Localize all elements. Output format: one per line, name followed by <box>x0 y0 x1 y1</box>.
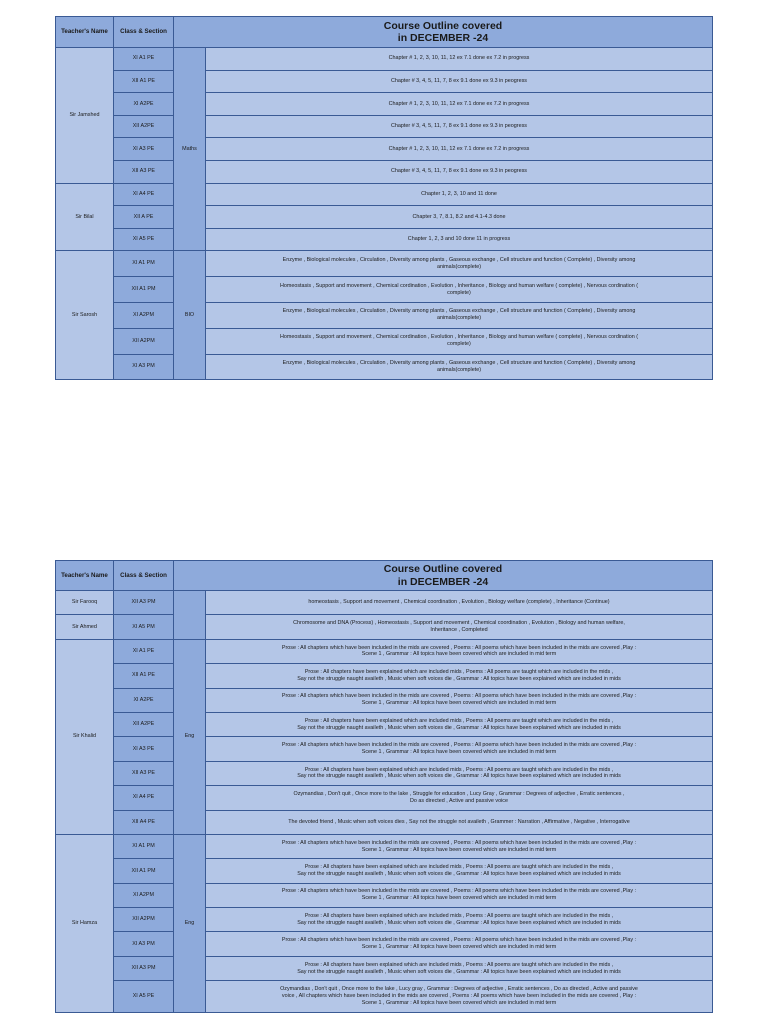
outline-cell <box>206 956 713 980</box>
outline-cell <box>206 228 713 251</box>
header-course-outline <box>174 17 713 48</box>
table-row <box>56 859 713 883</box>
class-section: XII A2PM <box>114 908 174 932</box>
teacher-name: Sir Bilal <box>56 183 114 251</box>
outline-text: Inheritance , Completed <box>430 627 488 634</box>
outline-text: animals(complete) <box>436 315 482 322</box>
class-section: XII A2PM <box>114 328 174 354</box>
outline-cell <box>206 786 713 810</box>
table-row <box>56 328 713 354</box>
outline-cell <box>206 354 713 380</box>
outline-cell <box>206 664 713 688</box>
subject-cell: Maths <box>174 48 206 251</box>
table-row <box>56 981 713 1013</box>
class-section: XI A1 PM <box>114 251 174 277</box>
table-row <box>56 228 713 251</box>
class-section: XI A3 PM <box>114 354 174 380</box>
header-class-section: Class & Section <box>114 17 174 48</box>
class-section: XII A1 PM <box>114 859 174 883</box>
outline-text: Scene 1 , Grammar : All topics have been covered which are included in mid term <box>361 846 557 853</box>
outline-text: Do as directed , Active and passive voice <box>410 797 508 804</box>
outline-text: Prose : All chapters which have been included in the mids are covered , Poems : All poems which have been included in the mids are covered ,Play : <box>281 839 637 846</box>
outline-text: Chapter # 3, 4, 5, 11, 7, 8 ex 9.1 done ex 9.3 in peogress <box>391 168 527 175</box>
outline-text: Scene 1 , Grammar : All topics have been covered which are included in mid term <box>361 700 557 707</box>
class-section: XI A4 PE <box>114 183 174 206</box>
title-line-1: Course Outline covered <box>383 19 503 32</box>
subject-cell: Eng <box>174 834 206 1012</box>
outline-text: Prose : All chapters which have been included in the mids are covered , Poems : All poems which have been included in the mids are covered ,Play : <box>281 937 637 944</box>
outline-text: Prose : All chapters which have been included in the mids are covered , Poems : All poems which have been included in the mids are covered ,Play : <box>281 742 637 749</box>
outline-cell <box>206 277 713 303</box>
course-outline-table-1 <box>55 16 713 380</box>
outline-text: Prose : All chapters have been explained which are included mids , Poems : All poems are taught which are included in the mids , <box>304 668 614 675</box>
outline-text: Scene 1 , Grammar : All topics have been covered which are included in mid term <box>361 895 557 902</box>
class-section: XI A5 PE <box>114 228 174 251</box>
outline-text: Prose : All chapters have been explained which are included mids , Poems : All poems are taught which are included in the mids , <box>304 717 614 724</box>
table-row <box>56 251 713 277</box>
table-row <box>56 639 713 663</box>
subject-cell <box>174 591 206 640</box>
outline-cell <box>206 615 713 639</box>
outline-cell <box>206 251 713 277</box>
table-row <box>56 761 713 785</box>
class-section: XII A3 PM <box>114 956 174 980</box>
outline-text: Prose : All chapters have been explained which are included mids , Poems : All poems are taught which are included in the mids , <box>304 961 614 968</box>
class-section: XII A1 PE <box>114 664 174 688</box>
class-section: XII A3 PM <box>114 591 174 615</box>
outline-text: Chapter # 3, 4, 5, 11, 7, 8 ex 9.1 done ex 9.3 in peogress <box>391 77 527 84</box>
outline-cell <box>206 883 713 907</box>
class-section: XI A4 PE <box>114 786 174 810</box>
outline-text: Scene 1 , Grammar : All topics have been covered which are included in mid term <box>361 944 557 951</box>
outline-text: Chapter # 1, 2, 3, 10, 11, 12 ex 7.1 done ex 7.2 in progress <box>388 145 530 152</box>
table-row <box>56 664 713 688</box>
table-row <box>56 277 713 303</box>
teacher-name: Sir Jamshed <box>56 48 114 184</box>
outline-text: voice , All chapters which have been included in the mids are covered , Poems : All poems which have been included in the mids are covered , Play : <box>281 993 637 1000</box>
outline-cell <box>206 639 713 663</box>
outline-text: Prose : All chapters which have been included in the mids are covered , Poems : All poems which have been included in the mids are covered ,Play : <box>281 644 637 651</box>
class-section: XII A1 PM <box>114 277 174 303</box>
table-row <box>56 115 713 138</box>
outline-text: Chromosome and DNA (Process) , Homeostasis , Support and movement , Chemical coordination , Evolution , Biology and human welfare, <box>293 620 625 627</box>
outline-text: homeostasis , Support and movement , Chemical coordination , Evolution , Biology welfare (complete) , Inheritance (Continue) <box>308 599 610 606</box>
table-row <box>56 956 713 980</box>
outline-text: Scene 1 , Grammar : All topics have been covered which are included in mid term <box>361 1000 557 1007</box>
outline-text: Homeostasis , Support and movement , Chemical cordination , Evolution , Inheritance , Biology and human welfare ( complete) , Nervous cordination ( <box>279 282 639 289</box>
outline-text: Say not the struggle naught availeth , Music when soft voices die , Grammar : All topics have been explained which are included in mids <box>297 968 621 975</box>
class-section: XII A2PE <box>114 115 174 138</box>
outline-cell <box>206 302 713 328</box>
outline-text: Chapter 1, 2, 3, 10 and 11 done <box>421 190 497 197</box>
table-row <box>56 93 713 116</box>
class-section: XI A3 PE <box>114 737 174 761</box>
outline-cell <box>206 834 713 858</box>
outline-text: Say not the struggle naught availeth , Music when soft voices die , Grammar : All topics have been explained which are included in mids <box>297 675 621 682</box>
outline-text: Enzyme , Biological molecules , Circulation , Diversity among plants , Gaseous exchange , Cell structure and function ( Complete) , Diversity among <box>282 256 636 263</box>
table-row <box>56 932 713 956</box>
table-row <box>56 206 713 229</box>
class-section: XI A3 PM <box>114 932 174 956</box>
class-section: XI A1 PM <box>114 834 174 858</box>
outline-text: Chapter # 1, 2, 3, 10, 11, 12 ex 7.1 done ex 7.2 in progress <box>388 55 530 62</box>
class-section: XI A2PE <box>114 93 174 116</box>
header-teacher-name: Teacher's Name <box>56 561 114 591</box>
header-teacher-name: Teacher's Name <box>56 17 114 48</box>
outline-cell <box>206 48 713 71</box>
outline-text: Prose : All chapters have been explained which are included mids , Poems : All poems are taught which are included in the mids , <box>304 864 614 871</box>
outline-text: complete) <box>447 289 471 296</box>
outline-cell <box>206 688 713 712</box>
outline-text: Chapter # 3, 4, 5, 11, 7, 8 ex 9.1 done ex 9.3 in peogress <box>391 123 527 130</box>
outline-cell <box>206 93 713 116</box>
outline-text: complete) <box>447 341 471 348</box>
subject-cell: Eng <box>174 639 206 834</box>
outline-text: animals(complete) <box>436 263 482 270</box>
table-row <box>56 48 713 71</box>
class-section: XII A PE <box>114 206 174 229</box>
outline-text: animals(complete) <box>436 366 482 373</box>
teacher-name: Sir Sarosh <box>56 251 114 380</box>
outline-cell <box>206 591 713 615</box>
class-section: XI A2PM <box>114 302 174 328</box>
class-section: XI A1 PE <box>114 48 174 71</box>
outline-cell <box>206 70 713 93</box>
class-section: XI A3 PE <box>114 138 174 161</box>
outline-cell <box>206 712 713 736</box>
title-line-1: Course Outline covered <box>383 563 503 576</box>
outline-text: Say not the struggle naught availeth , Music when soft voices die , Grammar : All topics have been explained which are included in mids <box>297 724 621 731</box>
outline-text: Enzyme , Biological molecules , Circulation , Diversity among plants , Gaseous exchange , Cell structure and function ( Complete) , Diversity among <box>282 360 636 367</box>
outline-text: Say not the struggle naught availeth , Music when soft voices die , Grammar : All topics have been explained which are included in mids <box>297 870 621 877</box>
title-line-2: in DECEMBER -24 <box>397 32 489 44</box>
outline-cell <box>206 115 713 138</box>
outline-cell <box>206 138 713 161</box>
outline-cell <box>206 908 713 932</box>
header-class-section: Class & Section <box>114 561 174 591</box>
table-row <box>56 688 713 712</box>
class-section: XI A2PM <box>114 883 174 907</box>
outline-cell <box>206 160 713 183</box>
class-section: XII A4 PE <box>114 810 174 834</box>
outline-text: Chapter 3, 7, 8.1, 8.2 and 4.1-4.3 done <box>412 213 506 220</box>
subject-cell: BIO <box>174 251 206 380</box>
teacher-name: Sir Farooq <box>56 591 114 615</box>
outline-cell <box>206 183 713 206</box>
table-row <box>56 883 713 907</box>
table-row <box>56 737 713 761</box>
table-row <box>56 786 713 810</box>
class-section: XII A3 PE <box>114 761 174 785</box>
class-section: XII A2PE <box>114 712 174 736</box>
outline-text: Say not the struggle naught availeth , Music when soft voices die , Grammar : All topics have been explained which are included in mids <box>297 773 621 780</box>
title-line-2: in DECEMBER -24 <box>397 575 489 588</box>
table-row <box>56 908 713 932</box>
table-row <box>56 160 713 183</box>
header-course-outline <box>174 561 713 591</box>
outline-cell <box>206 737 713 761</box>
table-row <box>56 615 713 639</box>
outline-text: Scene 1 , Grammar : All topics have been covered which are included in mid term <box>361 651 557 658</box>
teacher-name: Sir Khalid <box>56 639 114 834</box>
table-row <box>56 70 713 93</box>
table-row <box>56 591 713 615</box>
outline-cell <box>206 328 713 354</box>
outline-text: Chapter 1, 2, 3 and 10 done 11 in progress <box>407 236 511 243</box>
outline-text: Prose : All chapters have been explained which are included mids , Poems : All poems are taught which are included in the mids , <box>304 912 614 919</box>
table-row <box>56 712 713 736</box>
outline-text: Ozymandias , Don't quit , Once more to the lake , Struggle for education , Lucy Gray , Grammar : Degrees of adjective , Erratic sentences , <box>293 790 625 797</box>
outline-cell <box>206 859 713 883</box>
outline-cell <box>206 981 713 1013</box>
class-section: XI A5 PE <box>114 981 174 1013</box>
class-section: XI A5 PM <box>114 615 174 639</box>
outline-text: Prose : All chapters which have been included in the mids are covered , Poems : All poems which have been included in the mids are covered ,Play : <box>281 888 637 895</box>
outline-text: Homeostasis , Support and movement , Chemical cordination , Evolution , Inheritance , Biology and human welfare ( complete) , Nervous cordination ( <box>279 334 639 341</box>
table-row <box>56 810 713 834</box>
outline-cell <box>206 761 713 785</box>
table-row <box>56 302 713 328</box>
outline-text: Enzyme , Biological molecules , Circulation , Diversity among plants , Gaseous exchange , Cell structure and function ( Complete) , Diversity among <box>282 308 636 315</box>
course-outline-table-2 <box>55 560 713 1013</box>
class-section: XII A3 PE <box>114 160 174 183</box>
outline-text: Prose : All chapters which have been included in the mids are covered , Poems : All poems which have been included in the mids are covered ,Play : <box>281 693 637 700</box>
outline-text: Say not the struggle naught availeth , Music when soft voices die , Grammar : All topics have been explained which are included in mids <box>297 919 621 926</box>
class-section: XII A1 PE <box>114 70 174 93</box>
teacher-name: Sir Hamza <box>56 834 114 1012</box>
outline-text: Prose : All chapters have been explained which are included mids , Poems : All poems are taught which are included in the mids , <box>304 766 614 773</box>
class-section: XI A1 PE <box>114 639 174 663</box>
outline-cell <box>206 932 713 956</box>
outline-text: Chapter # 1, 2, 3, 10, 11, 12 ex 7.1 done ex 7.2 in progress <box>388 100 530 107</box>
outline-text: The devoted friend , Music when soft voices dies , Say not the struggle not availeth , Grammer : Narration , Affirmative , Negative , Interrogative <box>288 818 630 825</box>
outline-text: Scene 1 , Grammar : All topics have been covered which are included in mid term <box>361 749 557 756</box>
outline-cell <box>206 810 713 834</box>
outline-cell <box>206 206 713 229</box>
table-row <box>56 183 713 206</box>
teacher-name: Sir Ahmed <box>56 615 114 639</box>
class-section: XI A2PE <box>114 688 174 712</box>
table-row <box>56 138 713 161</box>
table-row <box>56 354 713 380</box>
table-row <box>56 834 713 858</box>
outline-text: Ozymandias , Don't quit , Once more to the lake , Lucy gray , Grammar : Degrees of adjective , Erratic sentences , Do as directed , Active and passive <box>280 986 638 993</box>
